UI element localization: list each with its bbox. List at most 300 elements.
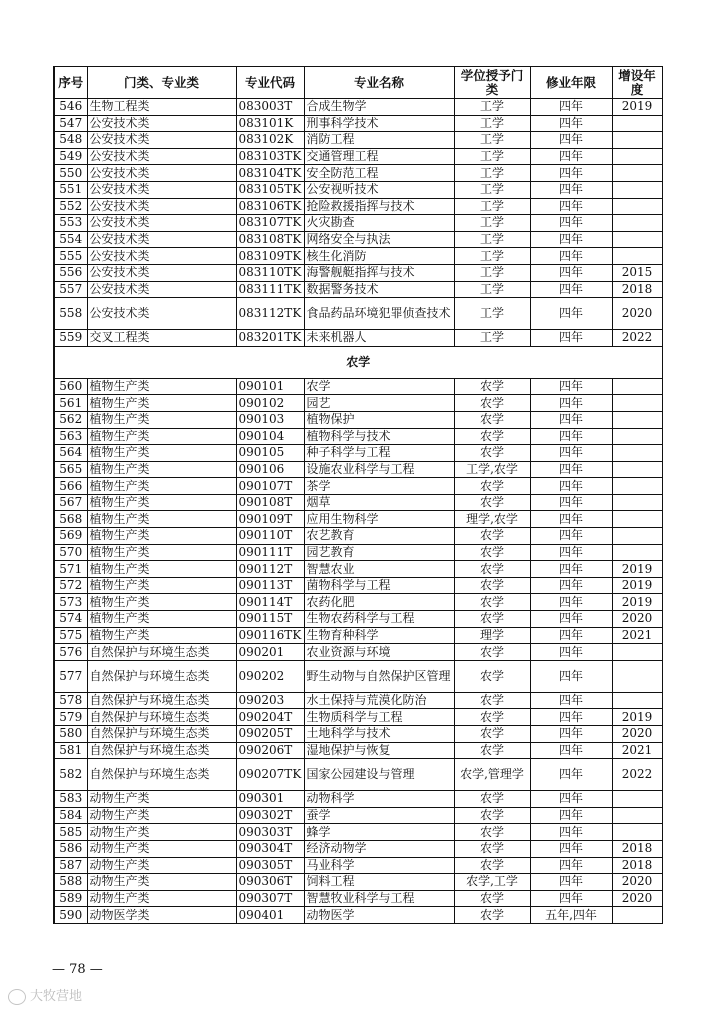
table-row [54,840,662,857]
cell-seq: 552 [54,198,87,215]
cell-code: 090102 [236,395,304,412]
cell-category: 植物生产类 [87,478,236,495]
cell-code: 090114T [236,594,304,611]
cell-year: 2018 [612,857,662,874]
table-row [54,561,662,578]
cell-category: 植物生产类 [87,611,236,628]
cell-year: 2022 [612,759,662,791]
cell-category: 公安技术类 [87,148,236,165]
cell-year [612,824,662,841]
table-row [54,428,662,445]
watermark-logo-icon [8,989,26,1005]
cell-name: 烟草 [304,494,454,511]
cell-duration: 四年 [530,248,612,265]
cell-code: 090109T [236,511,304,528]
cell-code: 083108TK [236,231,304,248]
table-row [54,378,662,395]
table-row [54,907,662,924]
cell-duration: 四年 [530,611,612,628]
cell-code: 090204T [236,709,304,726]
cell-duration: 四年 [530,890,612,907]
cell-category: 动物医学类 [87,907,236,924]
table-row [54,742,662,759]
table-row [54,298,662,330]
table-row [54,281,662,298]
cell-category: 植物生产类 [87,411,236,428]
cell-code: 090305T [236,857,304,874]
cell-year [612,478,662,495]
cell-category: 公安技术类 [87,231,236,248]
cell-degree: 理学,农学 [454,511,530,528]
cell-duration: 四年 [530,726,612,743]
table-body-top [54,99,662,347]
cell-degree: 工学 [454,148,530,165]
cell-code: 090105 [236,445,304,462]
cell-seq: 569 [54,528,87,545]
cell-code: 090202 [236,660,304,692]
cell-code: 090110T [236,528,304,545]
cell-category: 公安技术类 [87,248,236,265]
cell-seq: 583 [54,791,87,808]
table-row [54,627,662,644]
cell-category: 植物生产类 [87,561,236,578]
table-row [54,890,662,907]
cell-degree: 工学 [454,181,530,198]
header-seq: 序号 [54,67,87,99]
cell-degree: 农学 [454,494,530,511]
section-agriculture [54,346,662,378]
cell-year [612,791,662,808]
cell-code: 090304T [236,840,304,857]
cell-category: 植物生产类 [87,428,236,445]
cell-year [612,248,662,265]
table-row [54,692,662,709]
table-body-bottom [54,378,662,923]
cell-name: 农学 [304,378,454,395]
cell-year: 2019 [612,709,662,726]
section-row [54,346,662,378]
cell-year [612,428,662,445]
cell-code: 083112TK [236,298,304,330]
table-row [54,494,662,511]
cell-year: 2019 [612,594,662,611]
cell-degree: 农学 [454,742,530,759]
cell-degree: 农学 [454,478,530,495]
cell-category: 公安技术类 [87,264,236,281]
cell-seq: 548 [54,132,87,149]
cell-code: 090303T [236,824,304,841]
cell-duration: 四年 [530,165,612,182]
cell-seq: 577 [54,660,87,692]
cell-name: 土地科学与技术 [304,726,454,743]
cell-duration: 四年 [530,115,612,132]
cell-degree: 农学,管理学 [454,759,530,791]
cell-degree: 农学 [454,544,530,561]
cell-duration: 四年 [530,378,612,395]
cell-year [612,692,662,709]
cell-degree: 工学 [454,198,530,215]
cell-name: 公安视听技术 [304,181,454,198]
cell-code: 090302T [236,807,304,824]
cell-category: 自然保护与环境生态类 [87,726,236,743]
cell-degree: 农学 [454,611,530,628]
cell-seq: 570 [54,544,87,561]
cell-year: 2020 [612,726,662,743]
cell-name: 动物医学 [304,907,454,924]
cell-duration: 四年 [530,759,612,791]
cell-name: 未来机器人 [304,330,454,347]
cell-code: 083003T [236,99,304,116]
cell-duration: 四年 [530,494,612,511]
cell-year: 2018 [612,281,662,298]
cell-duration: 四年 [530,824,612,841]
cell-year [612,198,662,215]
cell-duration: 四年 [530,132,612,149]
cell-year [612,544,662,561]
cell-year [612,660,662,692]
table-row [54,511,662,528]
cell-category: 自然保护与环境生态类 [87,660,236,692]
cell-degree: 农学 [454,445,530,462]
cell-year [612,115,662,132]
cell-duration: 四年 [530,807,612,824]
cell-seq: 546 [54,99,87,116]
cell-code: 090206T [236,742,304,759]
table-row [54,264,662,281]
cell-category: 植物生产类 [87,511,236,528]
cell-seq: 551 [54,181,87,198]
cell-code: 090103 [236,411,304,428]
table-row [54,165,662,182]
cell-year [612,395,662,412]
header-name: 专业名称 [304,67,454,99]
cell-duration: 四年 [530,791,612,808]
cell-seq: 554 [54,231,87,248]
cell-code: 083111TK [236,281,304,298]
cell-name: 交通管理工程 [304,148,454,165]
cell-duration: 四年 [530,561,612,578]
cell-duration: 四年 [530,298,612,330]
cell-code: 090301 [236,791,304,808]
table-row [54,577,662,594]
cell-name: 经济动物学 [304,840,454,857]
cell-year [612,231,662,248]
majors-table [53,66,663,924]
cell-seq: 562 [54,411,87,428]
cell-code: 090112T [236,561,304,578]
cell-degree: 工学 [454,231,530,248]
cell-seq: 580 [54,726,87,743]
cell-year: 2021 [612,742,662,759]
cell-duration: 四年 [530,231,612,248]
cell-degree: 农学 [454,644,530,661]
table-row [54,807,662,824]
cell-category: 植物生产类 [87,594,236,611]
cell-year: 2020 [612,611,662,628]
cell-duration: 四年 [530,428,612,445]
cell-degree: 工学 [454,298,530,330]
cell-name: 智慧牧业科学与工程 [304,890,454,907]
cell-seq: 560 [54,378,87,395]
cell-duration: 四年 [530,660,612,692]
cell-category: 自然保护与环境生态类 [87,644,236,661]
cell-code: 083110TK [236,264,304,281]
cell-seq: 576 [54,644,87,661]
section-title: 农学 [54,346,662,378]
cell-year: 2020 [612,874,662,891]
cell-duration: 四年 [530,742,612,759]
cell-name: 智慧农业 [304,561,454,578]
cell-degree: 农学 [454,528,530,545]
cell-duration: 四年 [530,281,612,298]
cell-seq: 578 [54,692,87,709]
cell-seq: 575 [54,627,87,644]
table-row [54,594,662,611]
cell-name: 国家公园建设与管理 [304,759,454,791]
cell-name: 植物保护 [304,411,454,428]
cell-name: 应用生物科学 [304,511,454,528]
table-row [54,478,662,495]
cell-code: 090115T [236,611,304,628]
cell-duration: 四年 [530,577,612,594]
cell-degree: 工学 [454,281,530,298]
cell-code: 090113T [236,577,304,594]
cell-degree: 农学 [454,428,530,445]
cell-duration: 四年 [530,528,612,545]
cell-category: 植物生产类 [87,544,236,561]
cell-degree: 工学 [454,132,530,149]
cell-name: 园艺 [304,395,454,412]
cell-degree: 农学 [454,857,530,874]
cell-category: 公安技术类 [87,132,236,149]
cell-duration: 四年 [530,857,612,874]
cell-duration: 四年 [530,330,612,347]
cell-degree: 农学 [454,824,530,841]
cell-year [612,215,662,232]
cell-seq: 559 [54,330,87,347]
cell-name: 合成生物学 [304,99,454,116]
cell-duration: 四年 [530,264,612,281]
cell-seq: 571 [54,561,87,578]
cell-degree: 工学 [454,215,530,232]
cell-name: 消防工程 [304,132,454,149]
cell-name: 火灾勘查 [304,215,454,232]
cell-code: 090207TK [236,759,304,791]
cell-name: 湿地保护与恢复 [304,742,454,759]
cell-code: 083107TK [236,215,304,232]
cell-seq: 584 [54,807,87,824]
cell-seq: 579 [54,709,87,726]
cell-name: 安全防范工程 [304,165,454,182]
cell-code: 090111T [236,544,304,561]
cell-year [612,511,662,528]
table-row [54,544,662,561]
header-code: 专业代码 [236,67,304,99]
cell-year [612,807,662,824]
cell-degree: 工学,农学 [454,461,530,478]
cell-name: 水土保持与荒漠化防治 [304,692,454,709]
cell-duration: 四年 [530,198,612,215]
cell-duration: 四年 [530,511,612,528]
table-row [54,148,662,165]
cell-category: 自然保护与环境生态类 [87,742,236,759]
cell-seq: 563 [54,428,87,445]
cell-duration: 四年 [530,215,612,232]
table-row [54,330,662,347]
table-row [54,528,662,545]
cell-code: 090101 [236,378,304,395]
cell-degree: 农学 [454,840,530,857]
table-row [54,395,662,412]
table-row [54,461,662,478]
cell-name: 农业资源与环境 [304,644,454,661]
table-row [54,759,662,791]
header-year: 增设年度 [612,67,662,99]
cell-degree: 工学 [454,330,530,347]
cell-seq: 567 [54,494,87,511]
cell-degree: 农学 [454,890,530,907]
cell-category: 动物生产类 [87,890,236,907]
cell-category: 动物生产类 [87,874,236,891]
cell-year: 2022 [612,330,662,347]
cell-degree: 农学 [454,561,530,578]
cell-seq: 547 [54,115,87,132]
cell-duration: 四年 [530,644,612,661]
cell-year [612,411,662,428]
table-row [54,115,662,132]
watermark-text: 大牧营地 [30,989,83,1004]
cell-name: 茶学 [304,478,454,495]
cell-degree: 工学 [454,264,530,281]
cell-category: 动物生产类 [87,857,236,874]
cell-name: 菌物科学与工程 [304,577,454,594]
cell-duration: 四年 [530,411,612,428]
cell-seq: 585 [54,824,87,841]
cell-code: 090203 [236,692,304,709]
cell-degree: 农学,工学 [454,874,530,891]
cell-code: 083109TK [236,248,304,265]
cell-category: 植物生产类 [87,461,236,478]
cell-name: 设施农业科学与工程 [304,461,454,478]
cell-category: 公安技术类 [87,115,236,132]
cell-duration: 四年 [530,395,612,412]
cell-duration: 四年 [530,181,612,198]
cell-name: 网络安全与执法 [304,231,454,248]
cell-degree: 理学 [454,627,530,644]
cell-name: 海警舰艇指挥与技术 [304,264,454,281]
cell-seq: 590 [54,907,87,924]
cell-duration: 四年 [530,840,612,857]
cell-seq: 555 [54,248,87,265]
table-row [54,445,662,462]
page-number: — 78 — [52,962,103,977]
cell-seq: 587 [54,857,87,874]
watermark [8,985,82,1005]
cell-duration: 四年 [530,692,612,709]
cell-name: 刑事科学技术 [304,115,454,132]
cell-name: 植物科学与技术 [304,428,454,445]
cell-name: 蜂学 [304,824,454,841]
cell-duration: 四年 [530,461,612,478]
cell-degree: 农学 [454,907,530,924]
cell-year [612,165,662,182]
cell-degree: 工学 [454,115,530,132]
cell-degree: 农学 [454,395,530,412]
cell-degree: 农学 [454,594,530,611]
table-header-row [54,67,662,99]
cell-year: 2019 [612,561,662,578]
cell-name: 马业科学 [304,857,454,874]
cell-degree: 农学 [454,660,530,692]
cell-name: 农药化肥 [304,594,454,611]
cell-seq: 550 [54,165,87,182]
header-duration: 修业年限 [530,67,612,99]
cell-category: 交叉工程类 [87,330,236,347]
cell-year [612,494,662,511]
cell-name: 数据警务技术 [304,281,454,298]
table-row [54,231,662,248]
table-row [54,709,662,726]
cell-year: 2021 [612,627,662,644]
cell-year [612,132,662,149]
cell-code: 083101K [236,115,304,132]
cell-degree: 农学 [454,807,530,824]
cell-duration: 四年 [530,99,612,116]
cell-category: 植物生产类 [87,577,236,594]
cell-code: 090306T [236,874,304,891]
cell-year [612,907,662,924]
cell-code: 090108T [236,494,304,511]
cell-name: 农艺教育 [304,528,454,545]
table-row [54,132,662,149]
table-row [54,611,662,628]
header-category: 门类、专业类 [87,67,236,99]
cell-name: 动物科学 [304,791,454,808]
cell-seq: 586 [54,840,87,857]
cell-code: 083201TK [236,330,304,347]
cell-code: 090205T [236,726,304,743]
table-row [54,248,662,265]
table-row [54,660,662,692]
cell-category: 公安技术类 [87,181,236,198]
cell-name: 饲料工程 [304,874,454,891]
cell-category: 动物生产类 [87,824,236,841]
cell-seq: 589 [54,890,87,907]
cell-year: 2020 [612,298,662,330]
cell-duration: 五年,四年 [530,907,612,924]
cell-seq: 553 [54,215,87,232]
cell-name: 生物质科学与工程 [304,709,454,726]
cell-seq: 581 [54,742,87,759]
cell-name: 核生化消防 [304,248,454,265]
cell-year: 2019 [612,99,662,116]
cell-code: 090401 [236,907,304,924]
cell-category: 植物生产类 [87,627,236,644]
cell-year [612,148,662,165]
cell-category: 自然保护与环境生态类 [87,692,236,709]
cell-category: 动物生产类 [87,807,236,824]
cell-code: 090107T [236,478,304,495]
cell-degree: 农学 [454,577,530,594]
cell-category: 动物生产类 [87,791,236,808]
cell-code: 083103TK [236,148,304,165]
cell-category: 公安技术类 [87,298,236,330]
cell-duration: 四年 [530,594,612,611]
cell-name: 野生动物与自然保护区管理 [304,660,454,692]
cell-seq: 572 [54,577,87,594]
cell-year: 2019 [612,577,662,594]
cell-code: 090307T [236,890,304,907]
